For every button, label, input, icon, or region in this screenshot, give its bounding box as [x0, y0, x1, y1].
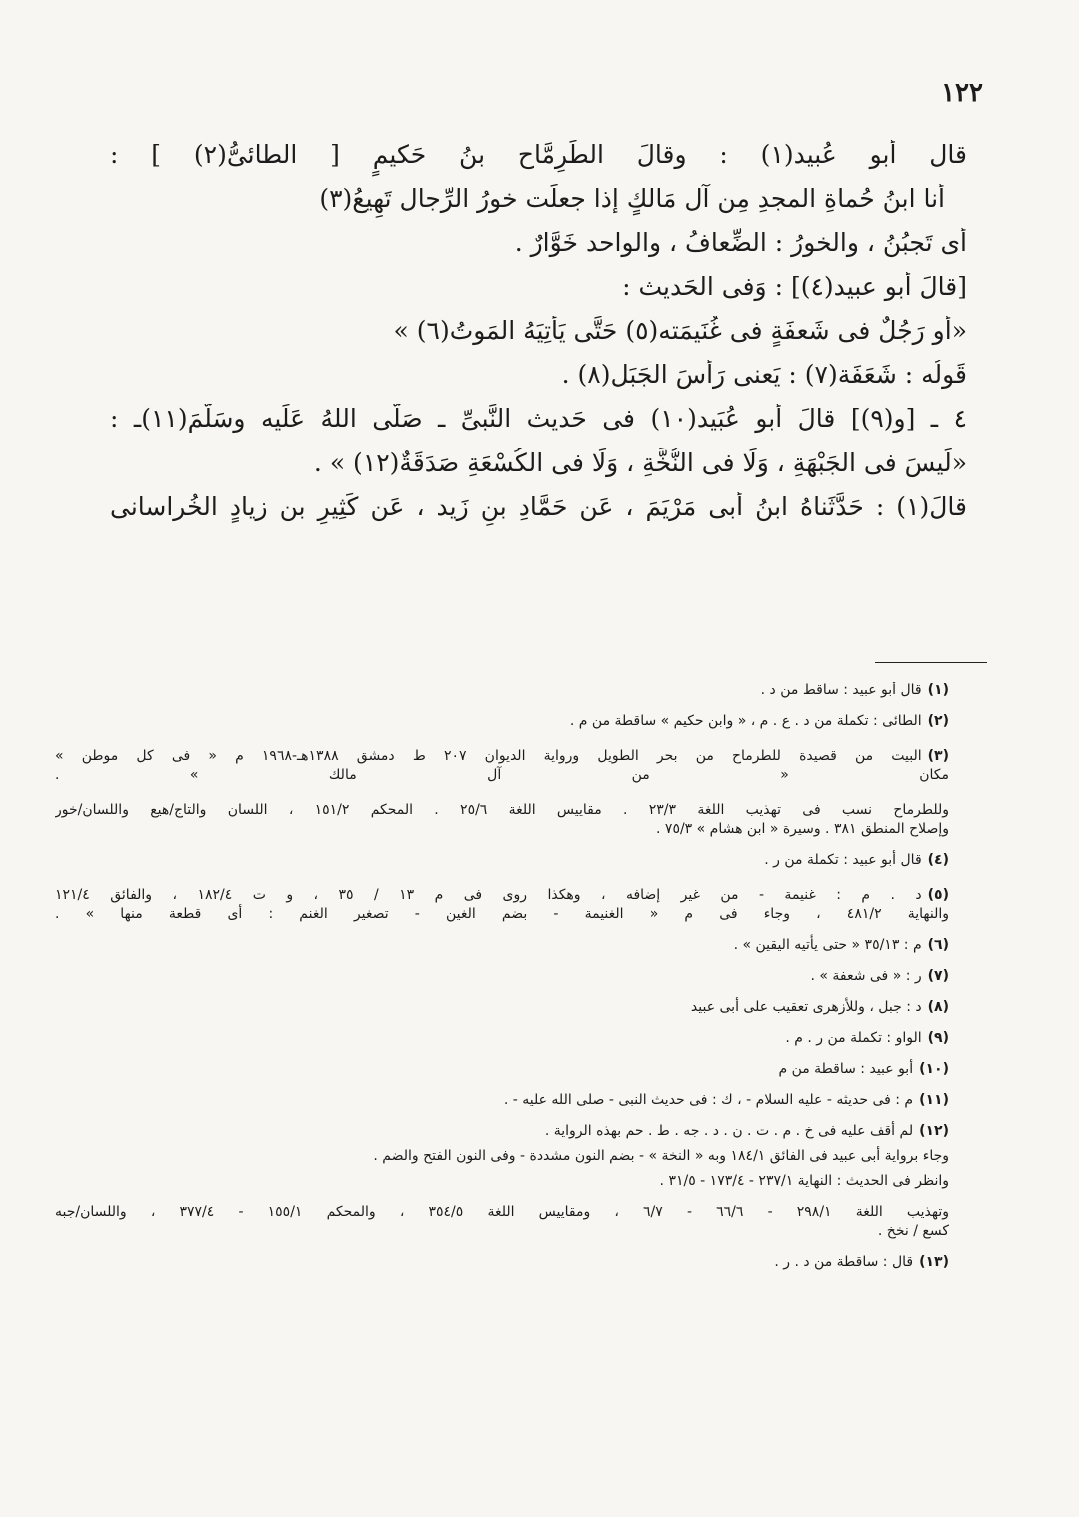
footnote-continuation: والنهاية ٤٨١/٢ ، وجاء فى م « الغنيمة - بضم الغين - تصغير الغنم : أى قطعة منها » .	[55, 906, 949, 922]
footnote: (٤)قال أبو عبيد : تكملة من ر .	[764, 852, 949, 868]
text-line: ٤ ـ [و(٩)] قالَ أَبو عُبَيد(١٠) فى حَديث النَّبىِّ ـ صَلَّى اللهُ عَلَيه وسَلَّمَ(١١)ـ :	[110, 404, 967, 433]
footnote-continuation: وانظر فى الحديث : النهاية ٢٣٧/١ - ١٧٣/٤ - ٣١/٥ .	[659, 1173, 949, 1189]
footnote-continuation: وتهذيب اللغة ٢٩٨/١ - ٦٦/٦ - ٦/٧ ، ومقاييس اللغة ٣٥٤/٥ ، والمحكم ١٥٥/١ - ٣٧٧/٤ ، واللسان/جبه	[55, 1204, 949, 1220]
footnote: (١)قال أبو عبيد : ساقط من د .	[760, 682, 949, 698]
verse-line: أَنا ابنُ حُماةِ المجدِ مِن آل مَالكٍ إذا جعلَت خورُ الرِّجال تَهِيعُ(٣)	[319, 184, 945, 213]
footnote: (٧)ر : « فى شعفة » .	[810, 968, 949, 984]
footnote: (٨)د : جبل ، وللأزهرى تعقيب على أبى عبيد	[690, 999, 949, 1015]
footnote: (٣)البيت من قصيدة للطرماح من بحر الطويل ورواية الديوان ٢٠٧ ط دمشق ١٣٨٨هـ-١٩٦٨ م « فى كل موطن »	[55, 748, 949, 764]
footnote: (٥)د . م : غنيمة - من غير إضافه ، وهكذا روى فى م ١٣ / ٣٥ ، و ت ١٨٢/٤ ، والفائق ١٢١/٤	[55, 887, 949, 903]
text-line: قَولُه : شَعَفَة(٧) : يَعنى رَأْسَ الجَبَل(٨) .	[561, 360, 967, 389]
footnote-continuation: مكان « من آل مالك » .	[55, 767, 949, 783]
footnote-continuation: وجاء برواية أبى عبيد فى الفائق ١٨٤/١ وبه « النخة » - بضم النون مشددة - وفى النون الفتح والضم .	[373, 1148, 949, 1164]
text-line: أَى تَجبُنُ ، والخورُ : الضِّعافُ ، والواحد خَوَّارٌ .	[514, 228, 967, 257]
footnote-continuation: وللطرماح نسب فى تهذيب اللغة ٢٣/٣ . مقاييس اللغة ٢٥/٦ . المحكم ١٥١/٢ ، اللسان والتاج/هيع واللسان/خور	[55, 802, 949, 818]
text-line: قالَ(١) : حَدَّثَناهُ ابنُ أَبى مَرْيَمَ ، عَن حَمَّادِ بنِ زَيد ، عَن كَثِيرِ بن زيادٍ الخُراسانى	[110, 492, 967, 521]
footnotes	[55, 682, 949, 1270]
hadith-quote: «لَيسَ فى الجَبْهَةِ ، وَلَا فى النُّخَّةِ ، وَلَا فى الكُسْعَةِ صَدَقَةٌ(١٢) » .	[313, 448, 967, 477]
hadith-quote: «أَو رَجُلٌ فى شَعفَةٍ فى غُنَيمَته(٥) حَتَّى يَأْتِيَهُ المَوتُ(٦) »	[393, 316, 967, 345]
text-line: [قالَ أَبو عبيد(٤)] : وَفى الحَديث :	[622, 272, 967, 301]
footnote: (٢)الطائى : تكملة من د . ع . م ، « وابن حكيم » ساقطة من م .	[569, 713, 949, 729]
footnote: (١٢)لم أقف عليه فى خ . م . ت . ن . د . جه . ط . حم بهذه الرواية .	[544, 1123, 949, 1139]
footnote-continuation: وإصلاح المنطق ٣٨١ . وسيرة « ابن هشام » ٧٥/٣ .	[656, 821, 949, 837]
text-line: قال أَبو عُبيد(١) : وقالَ الطِّرِمَّاح بنُ حَكيمٍ [ الطائىُّ(٢) ] :	[110, 140, 967, 169]
footnote: (١٠)أبو عبيد : ساقطة من م	[778, 1061, 949, 1077]
page-number: ١٢٢	[941, 78, 983, 108]
footnote-continuation: كسع / نخخ .	[877, 1223, 949, 1239]
footnote: (١٣)قال : ساقطة من د . ر .	[774, 1254, 949, 1270]
footnote: (١١)م : فى حديثه - عليه السلام - ، ك : فى حديث النبى - صلى الله عليه - .	[503, 1092, 949, 1108]
footnote-divider	[875, 662, 987, 663]
footnote: (٦)م : ٣٥/١٣ « حتى يأتيه اليقين » .	[733, 937, 949, 953]
main-text	[110, 140, 967, 536]
footnote: (٩)الواو : تكملة من ر . م .	[785, 1030, 949, 1046]
